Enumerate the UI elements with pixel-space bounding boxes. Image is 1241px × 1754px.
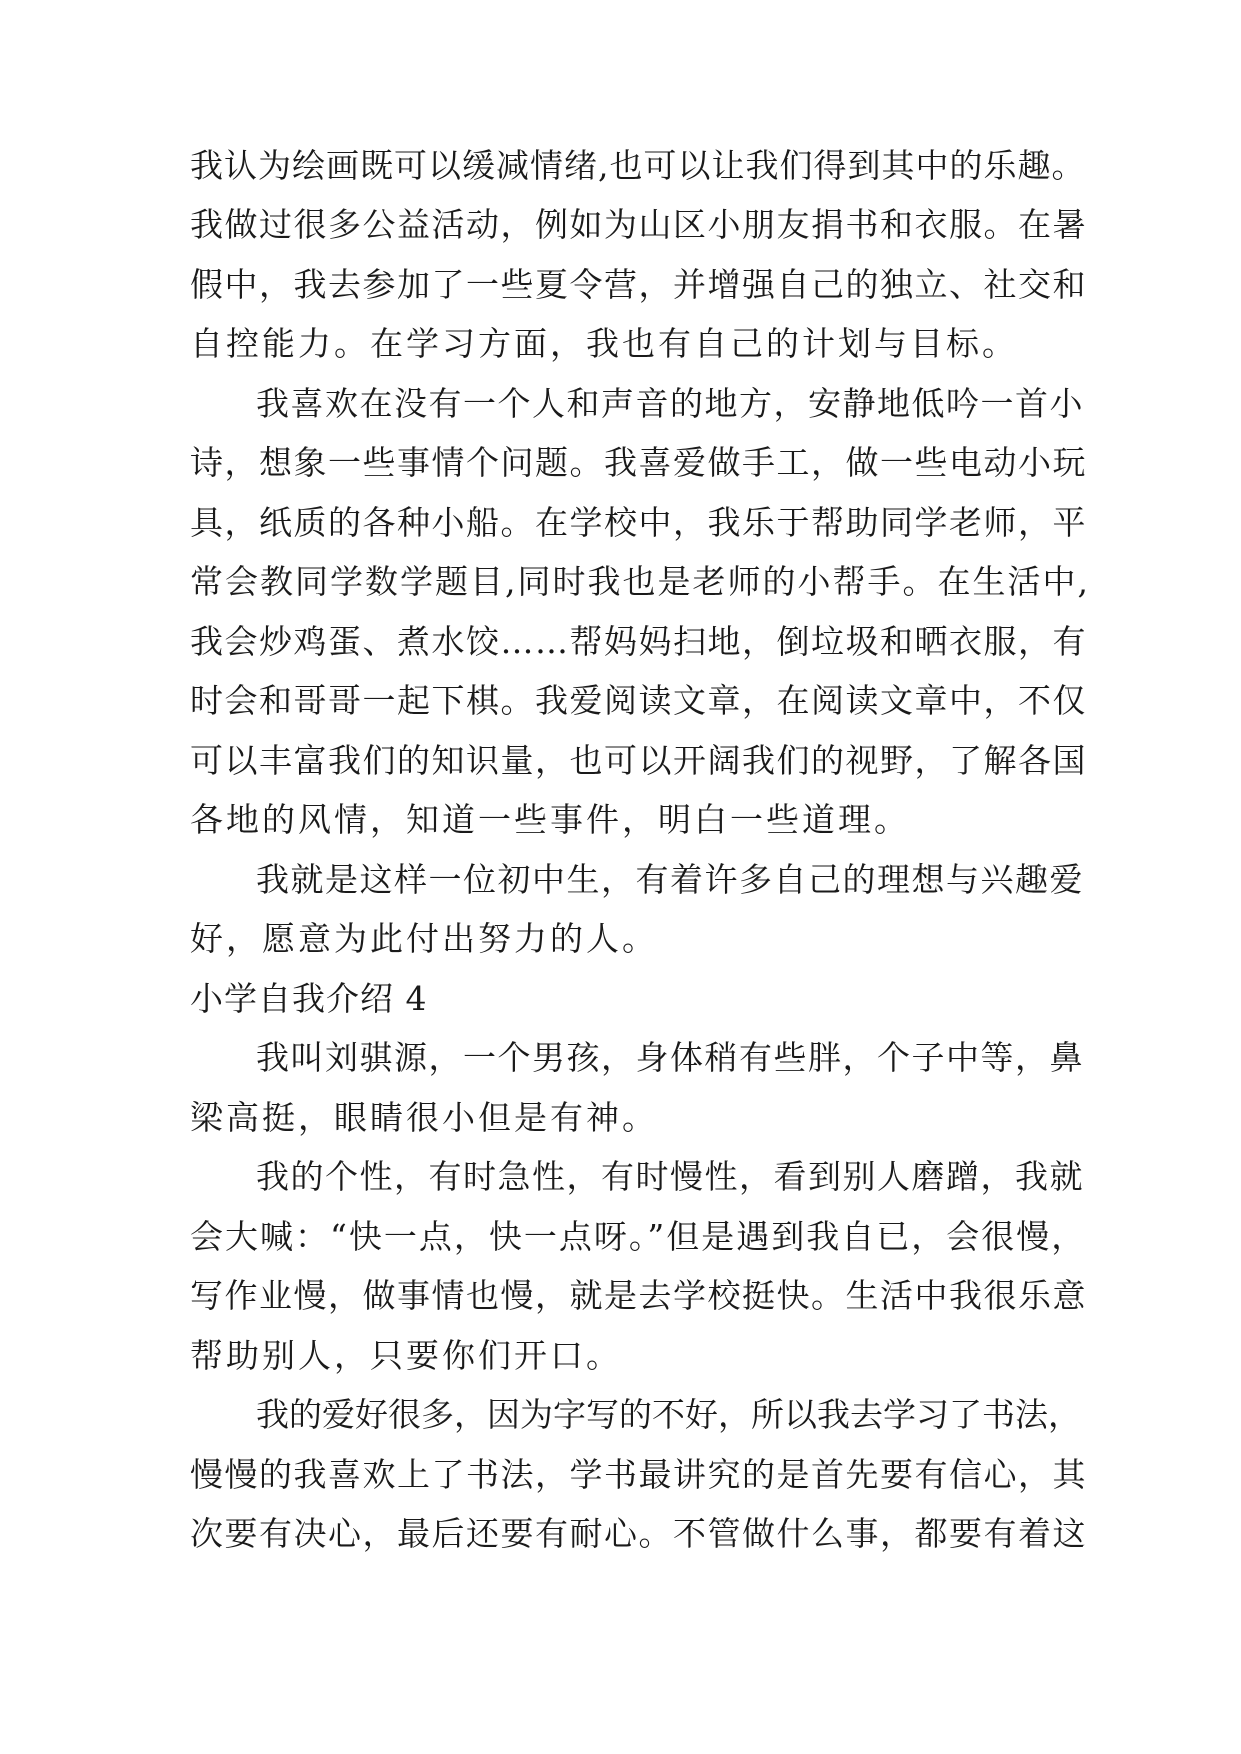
text-line: 自控能力。在学习方面，我也有自己的计划与目标。 (190, 324, 1018, 363)
paragraph-start-line: 我就是这样一位初中生，有着许多自己的理想与兴趣爱 (256, 860, 1084, 899)
text-line: 时会和哥哥一起下棋。我爱阅读文章，在阅读文章中，不仅 (190, 681, 1087, 720)
text-line: 帮助别人，只要你们开口。 (190, 1336, 622, 1375)
text-line: 写作业慢，做事情也慢，就是去学校挺快。生活中我很乐意 (190, 1276, 1087, 1315)
text-line: 假中，我去参加了一些夏令营，并增强自己的独立、社交和 (190, 265, 1087, 304)
paragraph-start-line: 我的个性，有时急性，有时慢性，看到别人磨蹭，我就 (256, 1157, 1084, 1196)
text-line: 梁高挺，眼睛很小但是有神。 (190, 1098, 658, 1137)
paragraph-start-line: 我叫刘骐源，一个男孩，身体稍有些胖，个子中等，鼻 (256, 1038, 1084, 1077)
text-line: 我会炒鸡蛋、煮水饺……帮妈妈扫地，倒垃圾和晒衣服，有 (190, 622, 1087, 661)
text-line: 各地的风情，知道一些事件，明白一些道理。 (190, 800, 910, 839)
paragraph-start-line: 我的爱好很多，因为字写的不好，所以我去学习了书法， (256, 1395, 1081, 1434)
text-line: 具，纸质的各种小船。在学校中，我乐于帮助同学老师，平 (190, 503, 1087, 542)
text-line: 我做过很多公益活动，例如为山区小朋友捐书和衣服。在暑 (190, 205, 1087, 244)
text-line: 次要有决心，最后还要有耐心。不管做什么事，都要有着这 (190, 1514, 1087, 1553)
text-line: 常会教同学数学题目,同时我也是老师的小帮手。在生活中, (190, 562, 1090, 601)
text-line: 我认为绘画既可以缓减情绪,也可以让我们得到其中的乐趣。 (190, 146, 1086, 185)
text-line: 好，愿意为此付出努力的人。 (190, 919, 658, 958)
text-line: 可以丰富我们的知识量，也可以开阔我们的视野，了解各国 (190, 741, 1087, 780)
text-line: 会大喊：“快一点，快一点呀。”但是遇到我自已，会很慢， (190, 1217, 1087, 1256)
text-line: 慢慢的我喜欢上了书法，学书最讲究的是首先要有信心，其 (190, 1455, 1087, 1494)
section-heading: 小学自我介绍 4 (190, 979, 428, 1018)
text-line: 诗，想象一些事情个问题。我喜爱做手工，做一些电动小玩 (190, 443, 1087, 482)
paragraph-start-line: 我喜欢在没有一个人和声音的地方，安静地低吟一首小 (256, 384, 1084, 423)
